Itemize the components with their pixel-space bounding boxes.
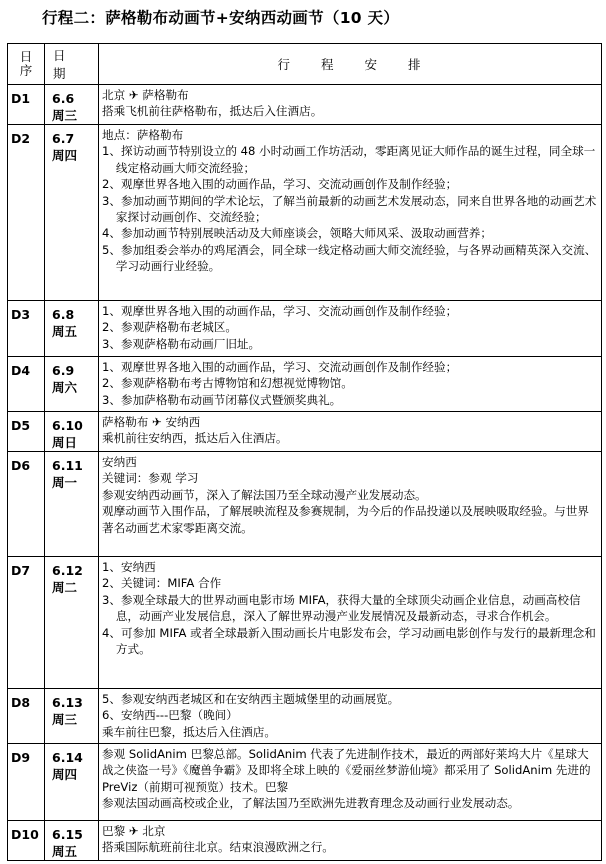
date-cell [45,452,99,557]
date-cell [45,412,99,452]
itinerary-row [8,125,602,301]
header-plan: 行 程 安 排 [99,44,602,85]
plan-line: 1、观摩世界各地入围的动画作品，学习、交流动画创作及制作经验； [102,304,458,318]
plan-line: 2、关键词：MIFA 合作 [102,576,222,591]
day-number: D10 [8,821,45,861]
weekday-value: 周四 [52,148,78,163]
plan-cell [99,85,602,125]
date-cell [45,357,99,412]
date-cell [45,557,99,689]
weekday-value: 周五 [52,324,78,339]
itinerary-row [8,357,602,412]
header-row [8,44,602,85]
plan-line: 3、参观萨格勒布动画厂旧址。 [102,336,261,351]
plan-line: 1、探访动画节特别设立的 48 小时动画工作坊活动，零距离见证大师作品的诞生过程，同全球一线定格动画大师交流经验； [102,144,596,175]
header-day-label: 日 序 [19,49,33,78]
plan-cell [99,301,602,357]
date-value: 6.14 [52,750,83,765]
day-number: D7 [8,557,45,689]
day-number: D3 [8,301,45,357]
header-date: 日 期 [45,44,99,85]
plan-line: 北京 ✈ 萨格勒布 [102,88,189,102]
plan-line: 6、安纳西---巴黎（晚间） [102,708,238,723]
plan-line: 观摩动画节入围作品，了解展映流程及参赛规制，为今后的作品投递以及展映吸取经验。与世界著名动画艺术家零距离交流。 [102,504,589,535]
date-value: 6.15 [52,827,83,842]
itinerary-row [8,301,602,357]
day-number: D9 [8,744,45,821]
date-value: 6.12 [52,563,83,578]
plan-line: 4、参加动画节特别展映活动及大师座谈会，领略大师风采、汲取动画营养； [102,226,492,241]
header-day [8,44,45,85]
itinerary-row [8,412,602,452]
plan-cell [99,357,602,412]
date-value: 6.11 [52,458,83,473]
plan-line: 4、可参加 MIFA 或者全球最新入围动画长片电影发布会，学习动画电影创作与发行的最新理念和方式。 [102,625,596,657]
plan-cell [99,689,602,744]
day-number: D5 [8,412,45,452]
itinerary-row [8,85,602,125]
day-number: D8 [8,689,45,744]
date-cell [45,301,99,357]
day-number: D4 [8,357,45,412]
day-number: D6 [8,452,45,557]
plan-line: 乘机前往安纳西，抵达后入住酒店。 [102,431,288,446]
date-cell [45,125,99,301]
plan-line: 3、参加动画节期间的学术论坛，了解当前最新的动画艺术发展动态，同来自世界各地的动画艺术家探讨动画创作、交流经验； [102,193,597,225]
plan-line: 2、参观萨格勒布考古博物馆和幻想视觉博物馆。 [102,376,353,391]
plan-cell [99,412,602,452]
date-cell [45,821,99,861]
plan-line: 参观 SolidAnim 巴黎总部。SolidAnim 代表了先进制作技术，最近的两部好莱坞大片《星球大战之侠盗一号》《魔兽争霸》及即将全球上映的《爱丽丝梦游仙境》都采用了 SolidAnim 先进的 PreViz（前期可视预览）技术。巴黎 [102,747,591,794]
weekday-value: 周三 [52,108,78,123]
plan-cell [99,125,602,301]
itinerary-row [8,744,602,821]
plan-line: 3、参观全球最大的世界动画电影市场 MIFA，获得大量的全球顶尖动画企业信息，动画高校信息，动画产业发展信息，深入了解世界动漫产业发展情况及最新动态，寻求合作机会。 [102,592,581,624]
plan-line: 5、参加组委会举办的鸡尾酒会，同全球一线定格动画大师交流经验，与各界动画精英深入交流、学习动画行业经验。 [102,242,597,274]
date-value: 6.13 [52,695,83,710]
itinerary-row [8,821,602,861]
plan-line: 巴黎 ✈ 北京 [102,824,166,838]
page-title: 行程二：萨格勒布动画节+安纳西动画节（10 天） [42,9,400,27]
plan-cell [99,821,602,861]
plan-line: 3、参加萨格勒布动画节闭幕仪式暨颁奖典礼。 [102,392,342,407]
day-number: D1 [8,85,45,125]
weekday-value: 周三 [52,712,78,727]
day-number: D2 [8,125,45,301]
plan-line: 萨格勒布 ✈ 安纳西 [102,415,201,429]
plan-line: 安纳西 [102,455,137,469]
itinerary-row [8,452,602,557]
plan-line: 地点：萨格勒布 [102,128,184,142]
plan-line: 5、参观安纳西老城区和在安纳西主题城堡里的动画展览。 [102,692,400,706]
date-cell [45,85,99,125]
plan-line: 2、观摩世界各地入围的动画作品，学习、交流动画创作及制作经验； [102,177,458,192]
date-value: 6.9 [52,363,75,378]
itinerary-row [8,689,602,744]
plan-line: 参观法国动画高校或企业，了解法国乃至欧洲先进教育理念及动画行业发展动态。 [102,796,520,811]
weekday-value: 周一 [52,475,78,490]
plan-cell [99,744,602,821]
plan-line: 2、参观萨格勒布老城区。 [102,320,237,335]
plan-cell [99,557,602,689]
date-value: 6.7 [52,131,75,146]
plan-line: 搭乘国际航班前往北京。结束浪漫欧洲之行。 [102,840,334,855]
itinerary-table [7,43,602,861]
weekday-value: 周五 [52,844,78,859]
plan-cell [99,452,602,557]
weekday-value: 周六 [52,380,78,395]
weekday-value: 周日 [52,435,78,450]
weekday-value: 周二 [52,580,78,595]
plan-line: 关键词：参观 学习 [102,471,199,486]
date-cell [45,744,99,821]
date-cell [45,689,99,744]
date-value: 6.10 [52,418,83,433]
plan-line: 1、观摩世界各地入围的动画作品，学习、交流动画创作及制作经验； [102,360,458,374]
date-value: 6.6 [52,91,75,106]
date-value: 6.8 [52,307,75,322]
plan-line: 乘车前往巴黎，抵达后入住酒店。 [102,724,276,739]
plan-line: 参观安纳西动画节，深入了解法国乃至全球动漫产业发展动态。 [102,487,427,502]
plan-line: 搭乘飞机前往萨格勒布，抵达后入住酒店。 [102,104,323,119]
plan-line: 1、安纳西 [102,560,156,574]
weekday-value: 周四 [52,767,78,782]
itinerary-row [8,557,602,689]
